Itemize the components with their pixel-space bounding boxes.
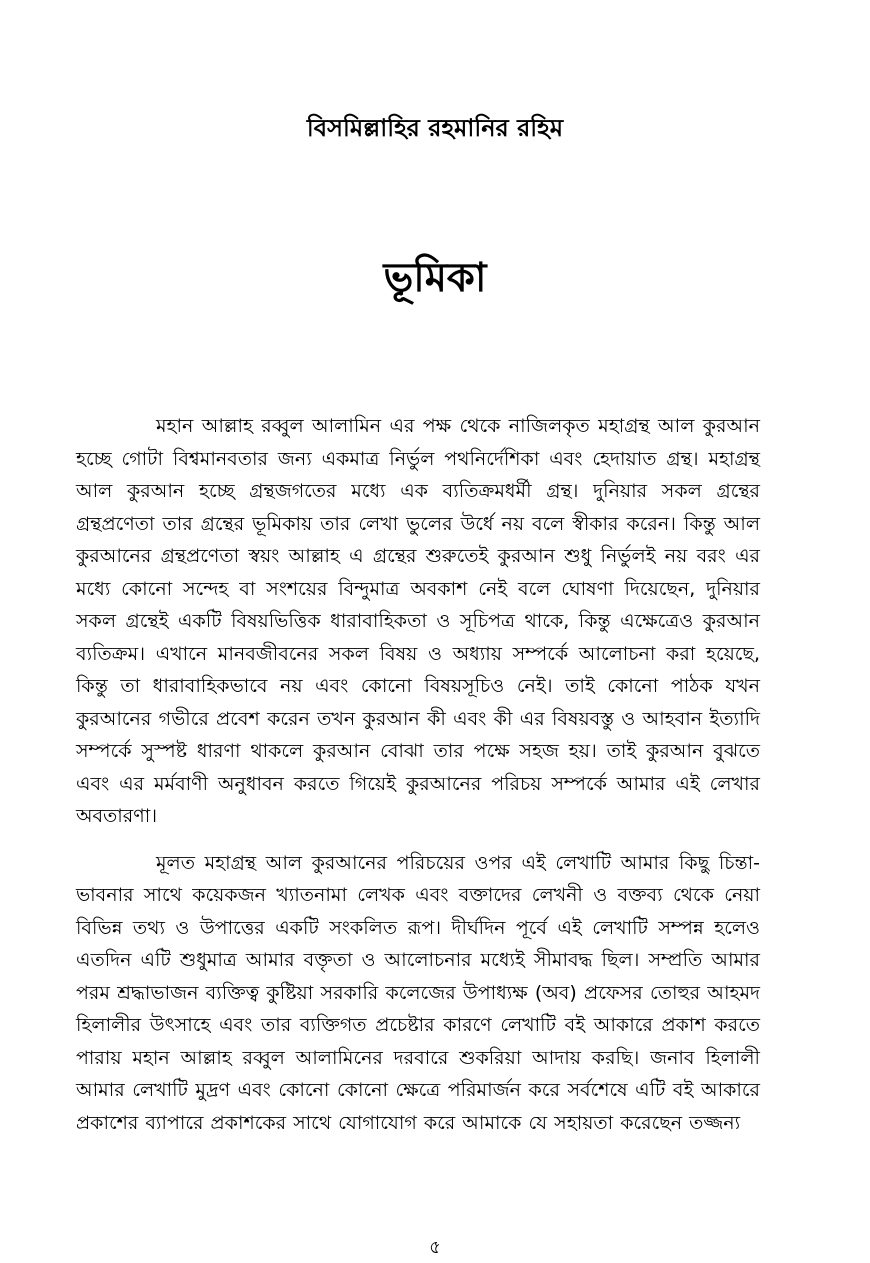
invocation-heading: বিসমিল্লাহির রহমানির রহিম bbox=[306, 114, 564, 142]
body-text bbox=[76, 410, 760, 1153]
page-number: ৫ bbox=[429, 1237, 441, 1258]
paragraph: মহান আল্লাহ রব্বুল আলামিন এর পক্ষ থেকে নাজিলকৃত মহাগ্রন্থ আল কুরআন হচ্ছে গোটা বিশ্বমানবতার জন্য একমাত্র নির্ভুল পথনির্দেশিকা এবং হেদায়াত গ্রন্থ। মহাগ্রন্থ আল কুরআন হচ্ছে গ্রন্থজগতের মধ্যে এক ব্যতিক্রমধর্মী গ্রন্থ। দুনিয়ার সকল গ্রন্থের গ্রন্থপ্রণেতা তার গ্রন্থের ভূমিকায় তার লেখা ভুলের উর্ধে নয় বলে স্বীকার করেন। কিন্তু আল কুরআনের গ্রন্থপ্রণেতা স্বয়ং আল্লাহ এ গ্রন্থের শুরুতেই কুরআন শুধু নির্ভুলই নয় বরং এর মধ্যে কোনো সন্দেহ বা সংশয়ের বিন্দুমাত্র অবকাশ নেই বলে ঘোষণা দিয়েছেন, দুনিয়ার সকল গ্রন্থেই একটি বিষয়ভিত্তিক ধারাবাহিকতা ও সূচিপত্র থাকে, কিন্তু এক্ষেত্রেও কুরআন ব্যতিক্রম। এখানে মানবজীবনের সকল বিষয় ও অধ্যায় সম্পর্কে আলোচনা করা হয়েছে, কিন্তু তা ধারাবাহিকভাবে নয় এবং কোনো বিষয়সূচিও নেই। তাই কোনো পাঠক যখন কুরআনের গভীরে প্রবেশ করেন তখন কুরআন কী এবং কী এর বিষয়বস্তু ও আহবান ইত্যাদি সম্পর্কে সুস্পষ্ট ধারণা থাকলে কুরআন বোঝা তার পক্ষে সহজ হয়। তাই কুরআন বুঝতে এবং এর মর্মবাণী অনুধাবন করতে গিয়েই কুরআনের পরিচয় সম্পর্কে আমার এই লেখার অবতারণা। bbox=[76, 415, 760, 827]
page-title: ভূমিকা bbox=[383, 255, 487, 301]
paragraph: মূলত মহাগ্রন্থ আল কুরআনের পরিচয়ের ওপর এই লেখাটি আমার কিছু চিন্তা-ভাবনার সাথে কয়েকজন খ্যাতনামা লেখক এবং বক্তাদের লেখনী ও বক্তব্য থেকে নেয়া বিভিন্ন তথ্য ও উপাত্তের একটি সংকলিত রূপ। দীর্ঘদিন পূর্বে এই লেখাটি সম্পন্ন হলেও এতদিন এটি শুধুমাত্র আমার বক্তৃতা ও আলোচনার মধ্যেই সীমাবদ্ধ ছিল। সম্প্রতি আমার পরম শ্রদ্ধাভাজন ব্যক্তিত্ব কুষ্টিয়া সরকারি কলেজের উপাধ্যক্ষ (অব) প্রফেসর তোহুর আহমদ হিলালীর উৎসাহে এবং তার ব্যক্তিগত প্রচেষ্টার কারণে লেখাটি বই আকারে প্রকাশ করতে পারায় মহান আল্লাহ রব্বুল আলামিনের দরবারে শুকরিয়া আদায় করছি। জনাব হিলালী আমার লেখাটি মুদ্রণ এবং কোনো কোনো ক্ষেত্রে পরিমার্জন করে সর্বশেষে এটি বই আকারে প্রকাশের ব্যাপারে প্রকাশকের সাথে যোগাযোগ করে আমাকে যে সহায়তা করেছেন তজ্জন্য bbox=[76, 851, 760, 1134]
